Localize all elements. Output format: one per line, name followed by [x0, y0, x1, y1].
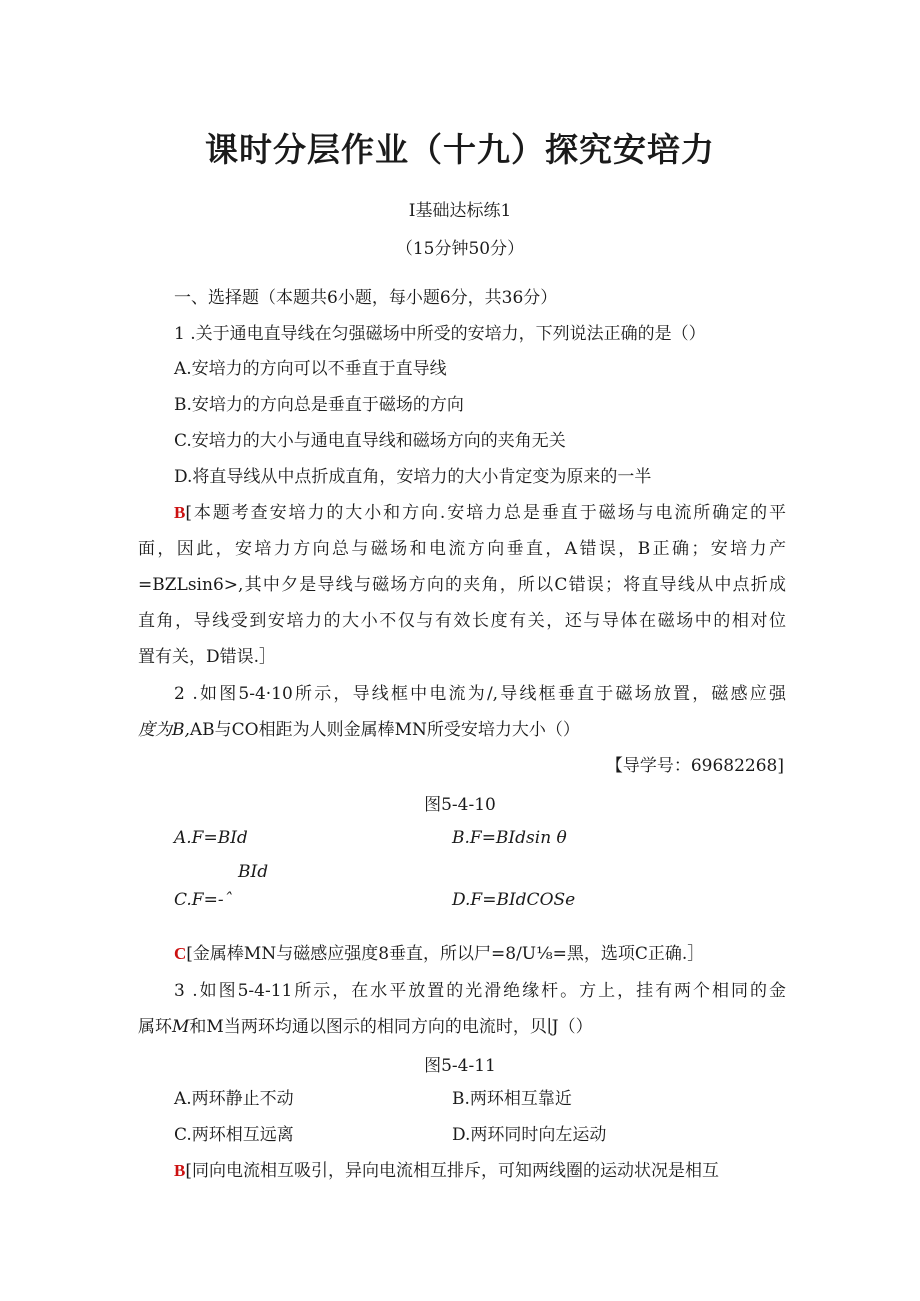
- q2-answer-letter: C: [174, 944, 187, 963]
- q2-option-b: [452, 826, 567, 850]
- q2-explanation-text: [金属棒MN与磁感应强度8垂直，所以尸=8∕U⅛=黑，选项C正确.］: [186, 944, 705, 964]
- q3-stem-line-2: [138, 1015, 593, 1039]
- q1-explanation-line-5: 置有关，D错误.］: [138, 647, 277, 667]
- q3-option-d: D.两环同时向左运动: [452, 1125, 607, 1145]
- q3-stem-rest: 和M当两环均通以图示的相同方向的电流时，贝∣J（）: [189, 1017, 593, 1037]
- q3-stem-italic: M: [172, 1017, 190, 1037]
- q1-stem: 1 .关于通电直导线在匀强磁场中所受的安培力，下列说法正确的是（）: [174, 324, 706, 344]
- q2-explanation: [174, 942, 704, 966]
- q2-stem-rest: AB与CO相距为人则金属棒MN所受安培力大小（）: [189, 720, 580, 740]
- q1-explanation-text-1: [本题考查安培力的大小和方向.安培力总是垂直于磁场与电流所确定的平: [185, 503, 786, 523]
- q1-option-c: C.安培力的大小与通电直导线和磁场方向的夹角无关: [174, 431, 566, 451]
- q2-option-a: [174, 826, 248, 850]
- q1-explanation-line-1: [174, 501, 786, 525]
- figure-caption-5-4-10: 图5-4-10: [424, 795, 496, 815]
- q2-option-a-text: A.F=BId: [174, 828, 248, 848]
- q2-option-c-numerator: BId: [238, 862, 269, 882]
- q3-option-b: B.两环相互靠近: [452, 1089, 572, 1109]
- q2-stem-line-2: [138, 718, 580, 742]
- q3-stem-pre: 属环: [138, 1017, 172, 1037]
- q3-option-a: A.两环静止不动: [174, 1089, 294, 1109]
- q3-option-c: C.两环相互远离: [174, 1125, 294, 1145]
- page-title: 课时分层作业（十九）探究安培力: [205, 130, 715, 169]
- subtitle: I基础达标练1: [408, 201, 512, 221]
- figure-caption-5-4-11: 图5-4-11: [424, 1056, 496, 1076]
- section-heading: 一、选择题（本题共6小题，每小题6分，共36分）: [174, 288, 558, 308]
- guide-number: 【导学号：69682268]: [605, 756, 784, 776]
- q3-explanation: [174, 1159, 719, 1183]
- q3-answer-letter: B: [174, 1161, 186, 1180]
- q1-explanation-line-3: =BZLsin6>,其中夕是导线与磁场方向的夹角，所以C错误；将直导线从中点折成: [138, 575, 786, 595]
- q2-option-d: [452, 888, 575, 912]
- q2-option-c-text: C.F=-ˆ: [174, 890, 233, 910]
- q2-stem-line-1: 2 .如图5-4·10所示，导线框中电流为/,导线框垂直于磁场放置，磁感应强: [174, 684, 786, 704]
- q1-option-a: A.安培力的方向可以不垂直于直导线: [174, 359, 447, 379]
- q1-answer-letter: B: [174, 503, 186, 522]
- q3-stem-line-1: 3 .如图5-4-11所示，在水平放置的光滑绝缘杆。方上，挂有两个相同的金: [174, 981, 786, 1001]
- q3-explanation-text: [同向电流相互吸引，异向电流相互排斥，可知两线圈的运动状况是相互: [185, 1161, 719, 1181]
- q2-option-c: [174, 888, 232, 912]
- q2-option-d-text: D.F=BIdCOSe: [452, 890, 576, 910]
- q2-stem-italic: 度为B,: [138, 720, 190, 740]
- q1-explanation-line-2: 面，因此，安培力方向总与磁场和电流方向垂直，A错误，B正确；安培力产: [138, 539, 786, 559]
- q1-option-d: D.将直导线从中点折成直角，安培力的大小肯定变为原来的一半: [174, 467, 652, 487]
- q1-option-b: B.安培力的方向总是垂直于磁场的方向: [174, 395, 464, 415]
- q1-explanation-line-4: 直角，导线受到安培力的大小不仅与有效长度有关，还与导体在磁场中的相对位: [138, 611, 786, 631]
- q2-option-b-text: B.F=BIdsin θ: [452, 828, 567, 848]
- time-note: （15分钟50分）: [395, 239, 525, 259]
